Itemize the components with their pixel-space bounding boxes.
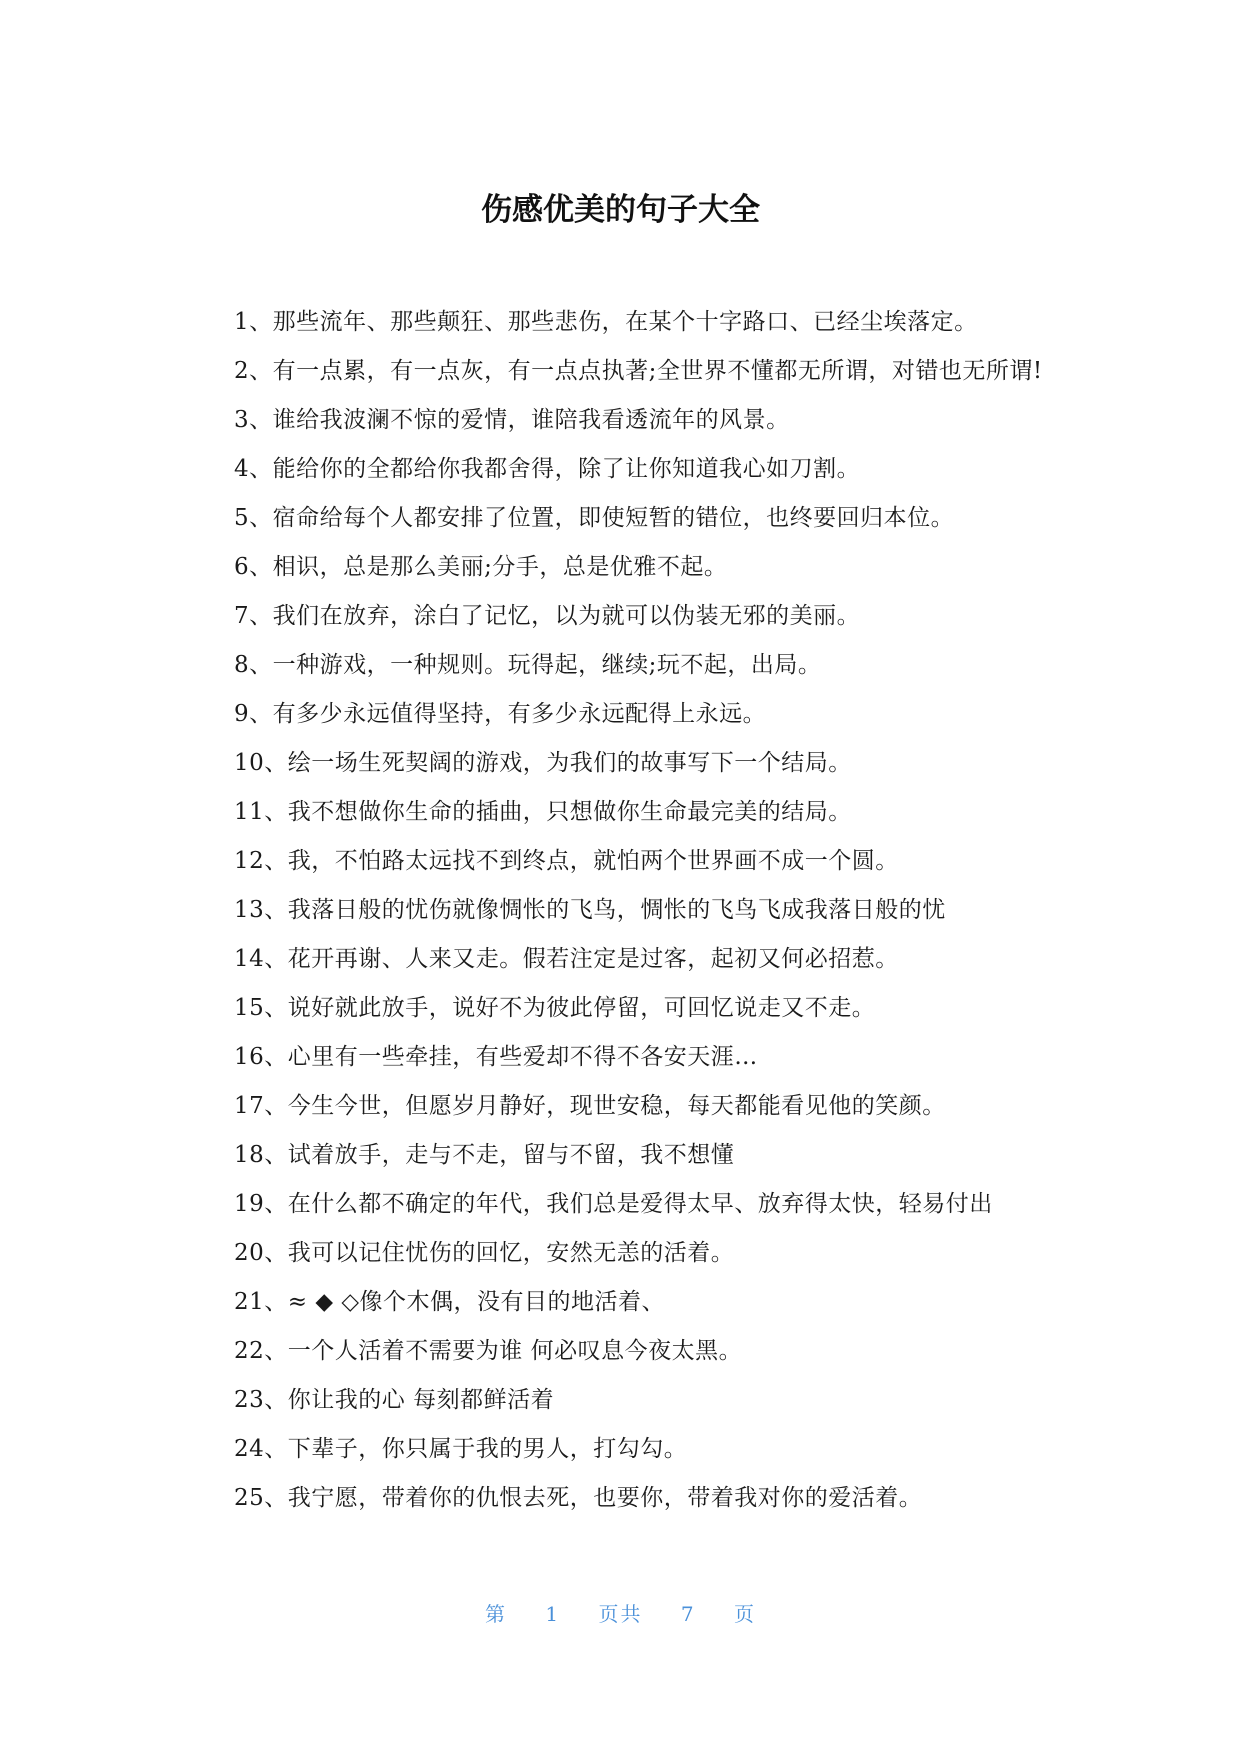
- document-title: 伤感优美的句子大全: [481, 192, 760, 228]
- footer-current-page: 1: [545, 1602, 561, 1626]
- paragraph-25: 25、我宁愿，带着你的仇恨去死，也要你，带着我对你的爱活着。: [234, 1485, 923, 1511]
- document-body: [188, 298, 1048, 1523]
- paragraph-12: 12、我，不怕路太远找不到终点，就怕两个世界画不成一个圆。: [234, 848, 899, 874]
- paragraph-17: 17、今生今世，但愿岁月静好，现世安稳，每天都能看见他的笑颜。: [234, 1093, 946, 1119]
- paragraph-10: 10、绘一场生死契阔的游戏，为我们的故事写下一个结局。: [234, 750, 852, 776]
- paragraph-24: 24、下辈子，你只属于我的男人，打勾勾。: [234, 1436, 688, 1462]
- paragraph-3: 3、谁给我波澜不惊的爱情，谁陪我看透流年的风景。: [234, 407, 790, 433]
- footer-total-pages: 7: [680, 1602, 696, 1626]
- footer-suffix: 页: [733, 1602, 756, 1626]
- paragraph-21: 21、≈ ◆ ◇像个木偶，没有目的地活着、: [234, 1289, 666, 1315]
- paragraph-4: 4、能给你的全都给你我都舍得，除了让你知道我心如刀割。: [234, 456, 861, 482]
- paragraph-16: 16、心里有一些牵挂，有些爱却不得不各安天涯…: [234, 1044, 758, 1070]
- paragraph-5: 5、宿命给每个人都安排了位置，即使短暂的错位，也终要回归本位。: [234, 505, 955, 531]
- paragraph-2: 2、有一点累，有一点灰，有一点点执著;全世界不懂都无所谓，对错也无所谓!: [234, 358, 1043, 384]
- paragraph-13: 13、我落日般的忧伤就像惆怅的飞鸟，惆怅的飞鸟飞成我落日般的忧: [234, 897, 946, 923]
- footer-prefix: 第: [485, 1602, 508, 1626]
- paragraph-14: 14、花开再谢、人来又走。假若注定是过客，起初又何必招惹。: [234, 946, 899, 972]
- paragraph-15: 15、说好就此放手，说好不为彼此停留，可回忆说走又不走。: [234, 995, 876, 1021]
- paragraph-20: 20、我可以记住忧伤的回忆，安然无恙的活着。: [234, 1240, 735, 1266]
- paragraph-8: 8、一种游戏，一种规则。玩得起，继续;玩不起，出局。: [234, 652, 822, 678]
- paragraph-9: 9、有多少永远值得坚持，有多少永远配得上永远。: [234, 701, 767, 727]
- paragraph-7: 7、我们在放弃，涂白了记忆，以为就可以伪装无邪的美丽。: [234, 603, 861, 629]
- page-number-footer: [0, 1600, 1241, 1628]
- paragraph-23: 23、你让我的心 每刻都鲜活着: [234, 1387, 555, 1413]
- paragraph-6: 6、相识，总是那么美丽;分手，总是优雅不起。: [234, 554, 728, 580]
- paragraph-22: 22、一个人活着不需要为谁 何必叹息今夜太黑。: [234, 1338, 743, 1364]
- paragraph-1: 1、那些流年、那些颠狂、那些悲伤，在某个十字路口、已经尘埃落定。: [234, 309, 978, 335]
- footer-middle: 页共: [598, 1602, 643, 1626]
- paragraph-19: 19、在什么都不确定的年代，我们总是爱得太早、放弃得太快，轻易付出: [234, 1191, 993, 1217]
- paragraph-18: 18、试着放手，走与不走，留与不留，我不想懂: [234, 1142, 735, 1168]
- paragraph-11: 11、我不想做你生命的插曲，只想做你生命最完美的结局。: [234, 799, 852, 825]
